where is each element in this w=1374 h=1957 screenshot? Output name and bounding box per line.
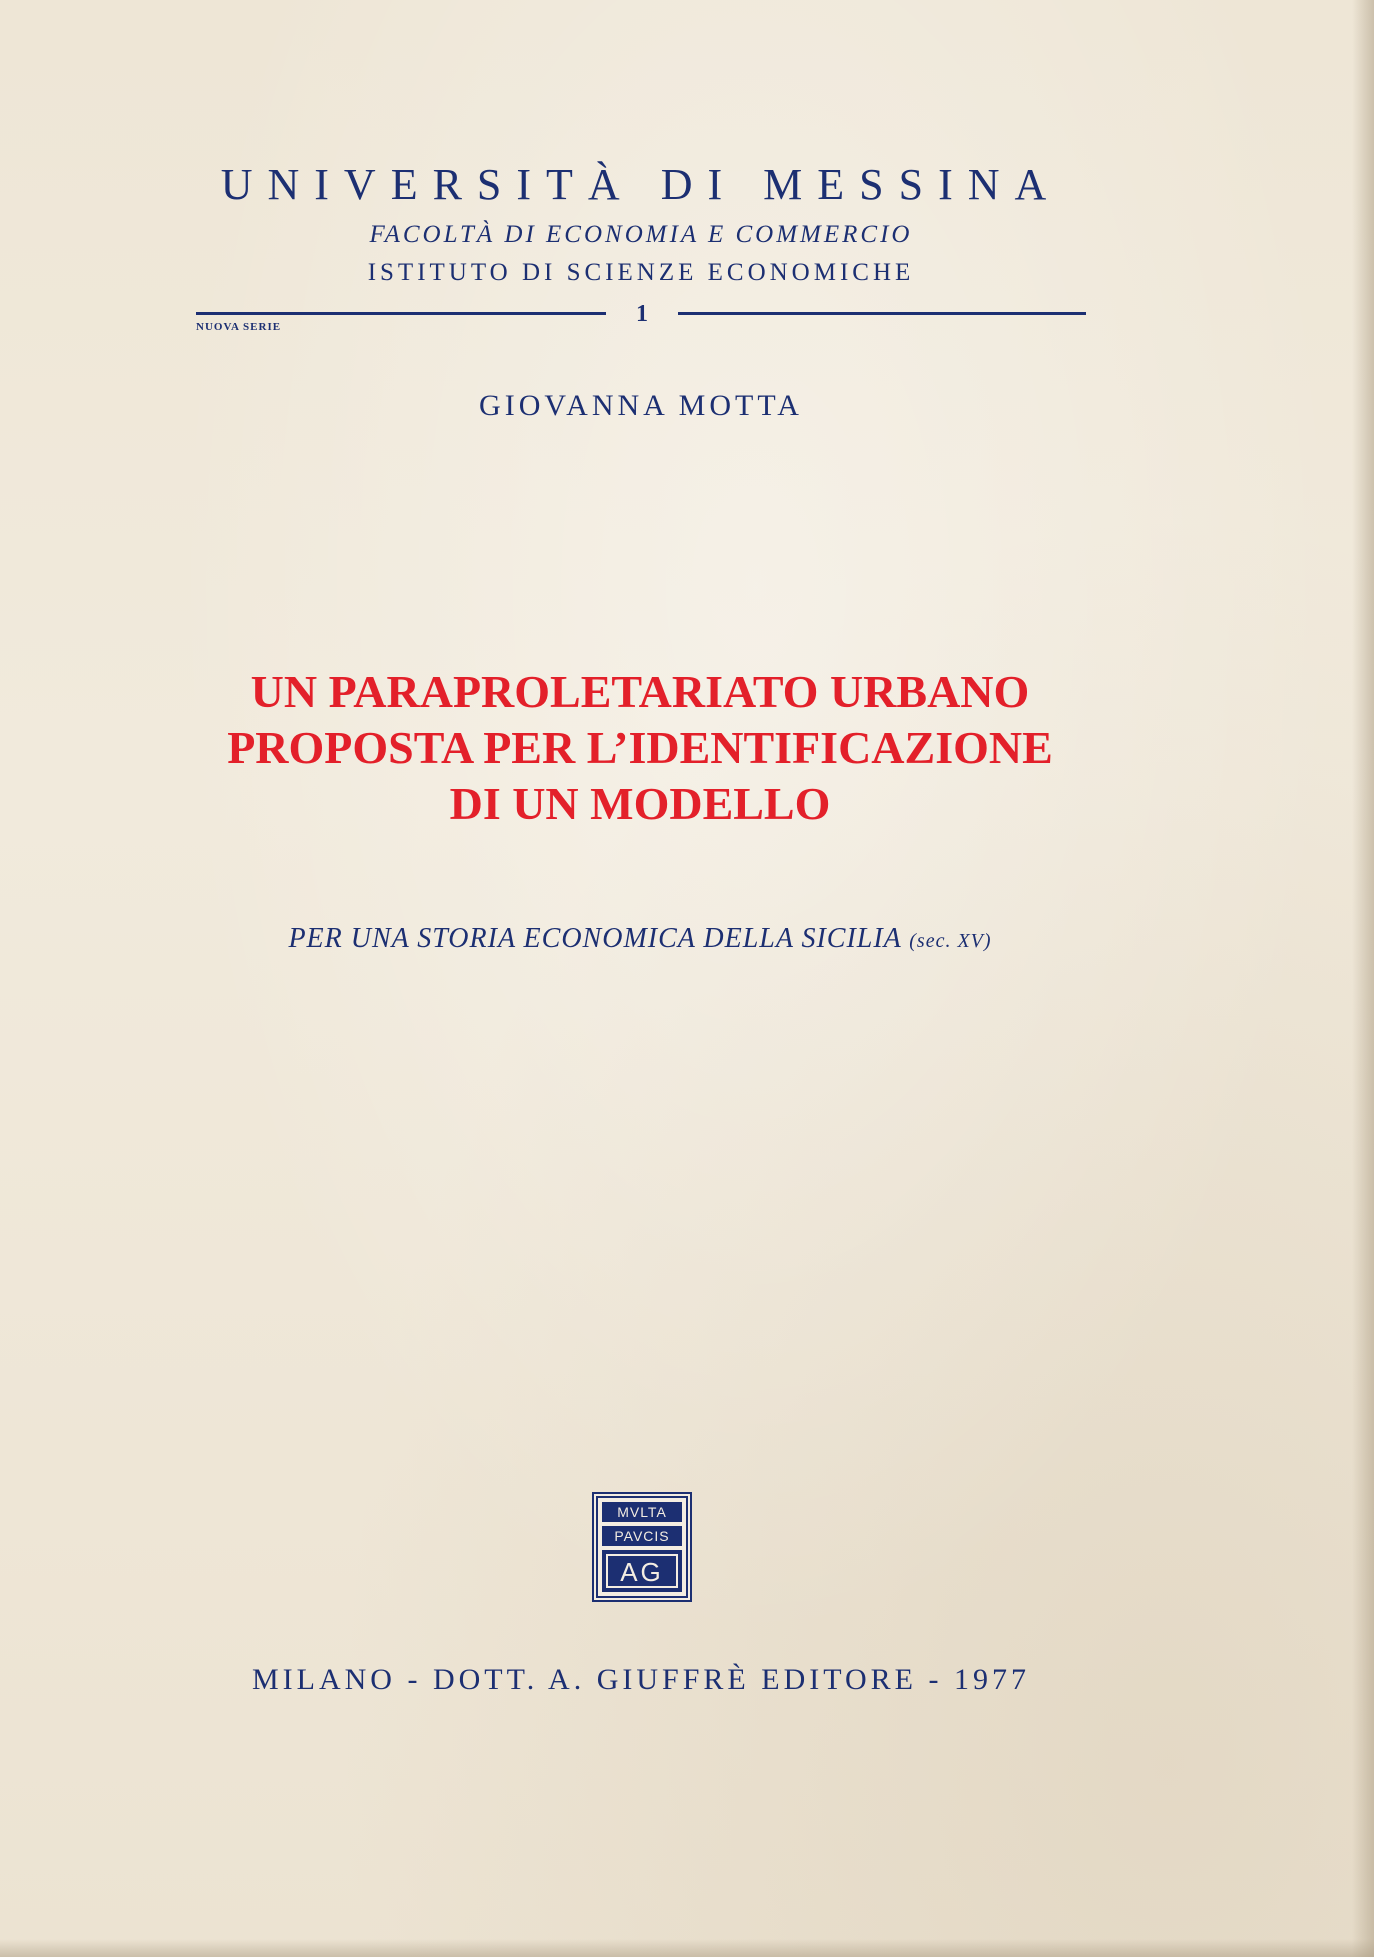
title-line-3: DI UN MODELLO xyxy=(449,778,831,829)
series-label: NUOVA SERIE xyxy=(196,321,282,333)
institute-name: ISTITUTO DI SCIENZE ECONOMICHE xyxy=(367,259,915,286)
title-line-1: UN PARAPROLETARIATO URBANO xyxy=(250,666,1030,717)
logo-text-line-1: MVLTA xyxy=(617,1504,667,1520)
faculty-name: FACOLTÀ DI ECONOMIA E COMMERCIO xyxy=(369,221,913,248)
book-subtitle xyxy=(180,922,1100,958)
publisher-imprint: MILANO - DOTT. A. GIUFFRÈ EDITORE - 1977 xyxy=(251,1663,1031,1696)
logo-text-line-2: PAVCIS xyxy=(614,1528,670,1544)
book-title xyxy=(180,664,1100,832)
series-rule-left xyxy=(196,312,606,315)
series-rule-right xyxy=(678,312,1086,315)
title-line-2: PROPOSTA PER L’IDENTIFICAZIONE xyxy=(227,722,1053,773)
series-number: 1 xyxy=(636,301,648,327)
subtitle-main: PER UNA STORIA ECONOMICA DELLA SICILIA xyxy=(288,923,902,954)
logo-monogram: AG xyxy=(620,1557,664,1587)
cover-edge-shadow-right xyxy=(1352,0,1374,1957)
publisher-logo-icon xyxy=(592,1492,692,1602)
cover-edge-shadow-bottom xyxy=(0,1939,1374,1957)
author-name: GIOVANNA MOTTA xyxy=(479,389,803,422)
subtitle-note: (sec. XV) xyxy=(909,930,992,952)
university-name: UNIVERSITÀ DI MESSINA xyxy=(220,160,1062,209)
